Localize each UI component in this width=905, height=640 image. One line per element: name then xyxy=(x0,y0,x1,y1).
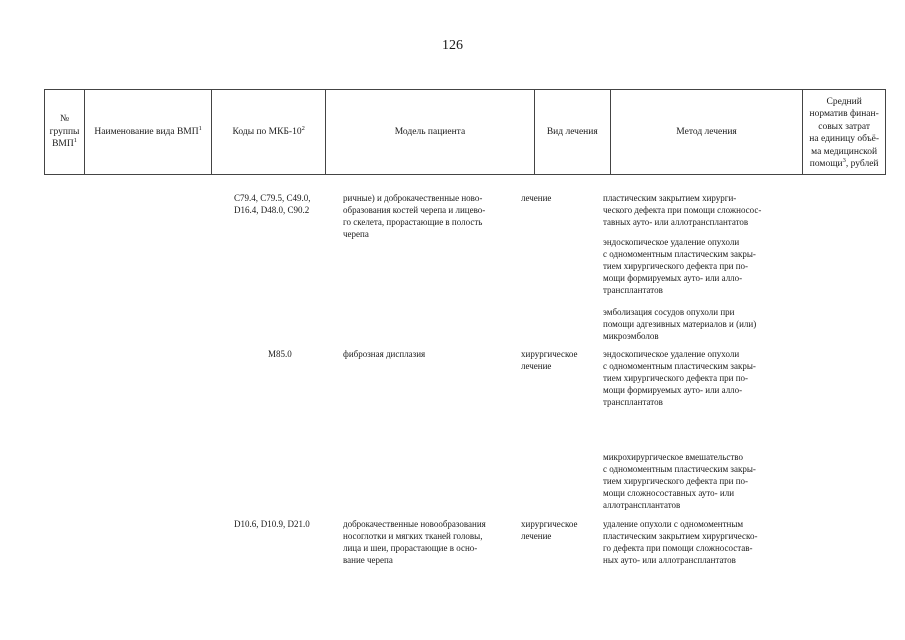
header-cost-line: на единицу объё- xyxy=(809,134,879,144)
method-line: аллотрансплантатов xyxy=(603,500,681,510)
row-1-method-2 xyxy=(603,236,756,296)
row-3-model-line: носоглотки и мягких тканей головы, xyxy=(343,531,483,541)
method-line: удаление опухоли с одномоментным xyxy=(603,519,744,529)
method-line: эмболизация сосудов опухоли при xyxy=(603,307,735,317)
header-average-cost xyxy=(802,90,886,174)
row-1-type-line: лечение xyxy=(521,193,552,203)
row-2-model-line: фиброзная дисплазия xyxy=(343,349,426,359)
row-3-model-line: доброкачественные новообразования xyxy=(343,519,486,529)
row-2-codes xyxy=(268,348,292,360)
method-line: помощи адгезивных материалов и (или) xyxy=(603,319,757,329)
footnote-mark: 3 xyxy=(842,156,846,164)
row-1-model-line: черепа xyxy=(343,229,369,239)
row-1-method-3 xyxy=(603,306,756,342)
row-2-type-line: лечение xyxy=(521,361,552,371)
method-line: тием хирургического дефекта при по- xyxy=(603,373,749,383)
method-line: тием хирургического дефекта при по- xyxy=(603,261,749,271)
row-1-codes-line: C79.4, C79.5, C49.0, xyxy=(234,193,311,203)
row-3-model-line: вание черепа xyxy=(343,555,393,565)
method-line: эндоскопическое удаление опухоли xyxy=(603,237,740,247)
header-treatment-type: Вид лечения xyxy=(534,90,610,174)
footnote-mark: 1 xyxy=(73,137,77,145)
row-1-model-line: го скелета, прорастающие в полость xyxy=(343,217,483,227)
method-line: пластическим закрытием хирургическо- xyxy=(603,531,758,541)
method-line: пластическим закрытием хирурги- xyxy=(603,193,737,203)
header-cost-line: норматив финан- xyxy=(809,109,879,119)
header-treatment-method: Метод лечения xyxy=(610,90,803,174)
header-vmp-name-text: Наименование вида ВМП xyxy=(94,126,199,137)
method-line: го дефекта при помощи сложносостав- xyxy=(603,543,753,553)
row-2-method-1 xyxy=(603,348,756,408)
row-2-method-2 xyxy=(603,451,756,511)
method-line: трансплантатов xyxy=(603,397,663,407)
header-cost-line: ма медицинской xyxy=(811,146,878,157)
method-line: с одномоментным пластическим закры- xyxy=(603,249,756,259)
row-3-codes xyxy=(234,518,310,530)
row-3-treatment-type xyxy=(521,518,577,542)
method-line: с одномоментным пластическим закры- xyxy=(603,361,756,371)
row-1-treatment-type xyxy=(521,192,551,204)
header-group-number-line: № xyxy=(59,114,70,125)
table-header xyxy=(44,89,886,175)
method-line: ческого дефекта при помощи сложносос- xyxy=(603,205,762,215)
header-cost-line: Средний xyxy=(826,96,862,107)
method-line: эндоскопическое удаление опухоли xyxy=(603,349,740,359)
method-line: с одномоментным пластическим закры- xyxy=(603,464,756,474)
header-cost-line: помощи xyxy=(809,159,843,169)
method-line: трансплантатов xyxy=(603,285,663,295)
method-line: мощи формируемых ауто- или алло- xyxy=(603,273,743,283)
row-1-codes xyxy=(234,192,311,216)
header-group-number-line: ВМП xyxy=(52,139,74,150)
row-1-model-line: образования костей черепа и лицево- xyxy=(343,205,486,215)
row-3-type-line: лечение xyxy=(521,531,552,541)
header-cost-line: , рублей xyxy=(845,159,879,169)
header-group-number-line: группы xyxy=(49,126,80,137)
page-number: 126 xyxy=(442,38,463,53)
header-group-number xyxy=(44,90,84,174)
method-line: мощи формируемых ауто- или алло- xyxy=(603,385,743,395)
method-line: микроэмболов xyxy=(603,331,659,341)
footnote-mark: 1 xyxy=(198,124,202,132)
header-icd-codes-text: Коды по МКБ-10 xyxy=(232,126,302,137)
row-1-method-1 xyxy=(603,192,761,228)
row-2-codes-line: M85.0 xyxy=(268,349,292,359)
row-3-codes-line: D10.6, D10.9, D21.0 xyxy=(234,519,310,529)
row-2-patient-model xyxy=(343,348,425,360)
row-2-type-line: хирургическое xyxy=(521,349,578,359)
row-3-model-line: лица и шеи, прорастающие в осно- xyxy=(343,543,478,553)
method-line: ных ауто- или аллотрансплантатов xyxy=(603,555,736,565)
method-line: тавных ауто- или аллотрансплантатов xyxy=(603,217,749,227)
header-cost-line: совых затрат xyxy=(818,121,871,132)
row-3-type-line: хирургическое xyxy=(521,519,578,529)
method-line: мощи сложносоставных ауто- или xyxy=(603,488,735,498)
footnote-mark: 2 xyxy=(301,124,305,132)
row-1-patient-model xyxy=(343,192,485,240)
header-icd-codes xyxy=(211,90,325,174)
header-patient-model: Модель пациента xyxy=(325,90,534,174)
header-vmp-name xyxy=(84,90,211,174)
method-line: микрохирургическое вмешательство xyxy=(603,452,743,462)
row-1-codes-line: D16.4, D48.0, C90.2 xyxy=(234,205,310,215)
row-3-method-1 xyxy=(603,518,757,566)
row-1-model-line: ричные) и доброкачественные ново- xyxy=(343,193,483,203)
row-2-treatment-type xyxy=(521,348,577,372)
row-3-patient-model xyxy=(343,518,486,566)
method-line: тием хирургического дефекта при по- xyxy=(603,476,749,486)
